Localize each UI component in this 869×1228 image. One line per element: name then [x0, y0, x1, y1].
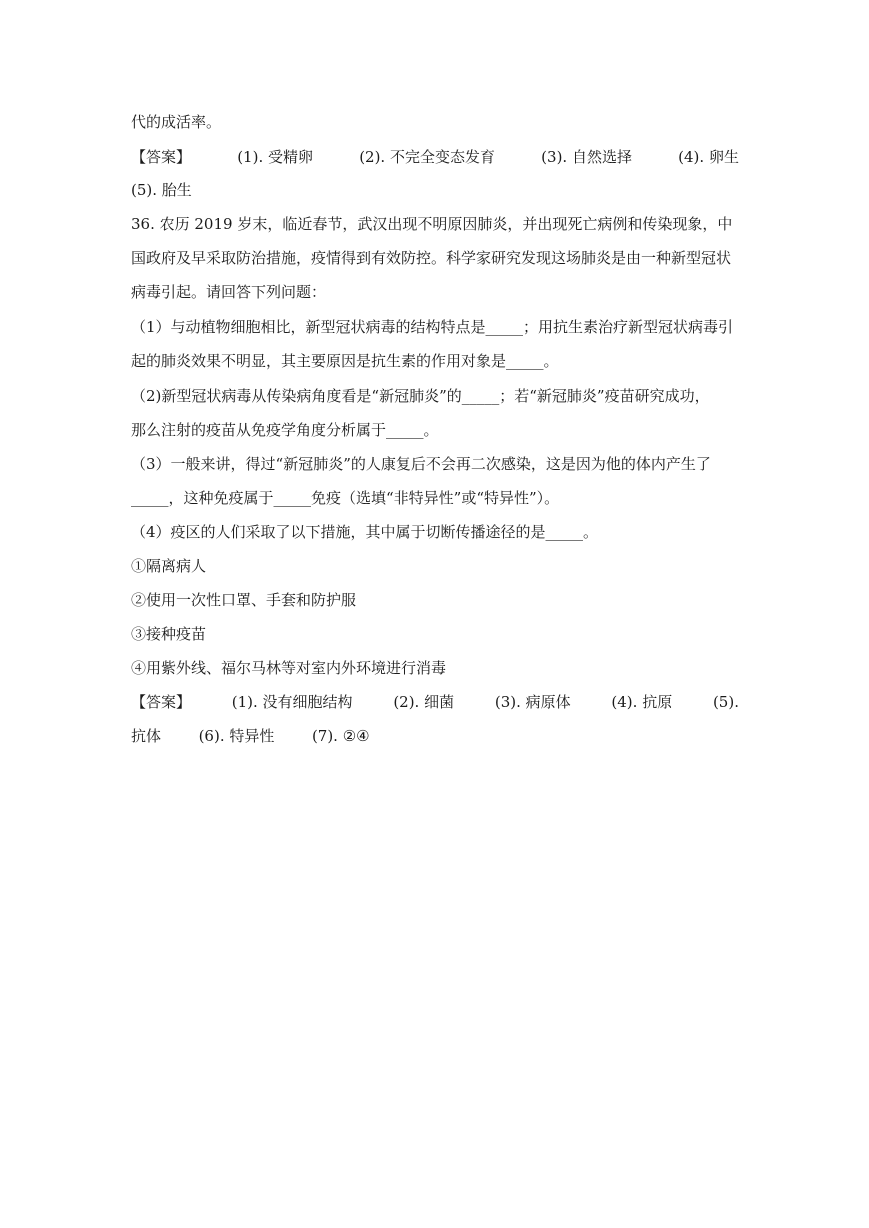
- answer-35-line-1: [131, 147, 739, 167]
- answer-item: (7). ②④: [311, 727, 370, 745]
- sub-question-3-line-2: _____，这种免疫属于_____免疫（选填“非特异性”或“特异性”）。: [131, 489, 560, 507]
- answer-label: 【答案】: [131, 148, 192, 166]
- sub-question-2-line-1: （2)新型冠状病毒从传染病角度看是“新冠肺炎”的_____；若“新冠肺炎”疫苗研究成功，: [131, 387, 710, 405]
- answer-item: 抗体: [131, 727, 162, 745]
- option-4: ④用紫外线、福尔马林等对室内外环境进行消毒: [131, 659, 447, 677]
- question-36-stem-line-3: 病毒引起。请回答下列问题：: [131, 283, 327, 301]
- sub-question-1-line-2: 起的肺炎效果不明显，其主要原因是抗生素的作用对象是_____。: [131, 352, 559, 370]
- sub-question-2-line-2: 那么注射的疫苗从免疫学角度分析属于_____。: [131, 421, 439, 439]
- question-36-stem-line-1: 36. 农历 2019 岁末，临近春节，武汉出现不明原因肺炎，并出现死亡病例和传染现象，中: [131, 215, 733, 233]
- answer-item: (1). 没有细胞结构: [231, 693, 353, 711]
- question-36-stem-line-2: 国政府及早采取防治措施，疫情得到有效防控。科学家研究发现这场肺炎是由一种新型冠状: [131, 249, 732, 267]
- answer-36-line-1: [131, 692, 739, 712]
- option-1: ①隔离病人: [131, 557, 207, 575]
- sub-question-1-line-1: （1）与动植物细胞相比，新型冠状病毒的结构特点是_____；用抗生素治疗新型冠状病毒引: [131, 318, 734, 336]
- answer-item: (1). 受精卵: [237, 148, 313, 166]
- answer-item: (2). 细菌: [393, 693, 455, 711]
- answer-item: (4). 抗原: [611, 693, 673, 711]
- answer-item: (6). 特异性: [198, 727, 275, 745]
- option-3: ③接种疫苗: [131, 625, 207, 643]
- previous-question-tail: 代的成活率。: [131, 113, 222, 131]
- answer-item: (5).: [712, 693, 739, 711]
- answer-36-line-2: [131, 726, 370, 746]
- answer-item: (3). 自然选择: [541, 148, 632, 166]
- answer-35-line-2: (5). 胎生: [131, 181, 192, 199]
- answer-item: (4). 卵生: [678, 148, 739, 166]
- sub-question-3-line-1: （3）一般来讲，得过“新冠肺炎”的人康复后不会再二次感染，这是因为他的体内产生了: [131, 455, 711, 473]
- answer-item: (2). 不完全变态发育: [359, 148, 495, 166]
- answer-item: (3). 病原体: [494, 693, 571, 711]
- option-2: ②使用一次性口罩、手套和防护服: [131, 591, 357, 609]
- answer-label: 【答案】: [131, 693, 192, 711]
- sub-question-4: （4）疫区的人们采取了以下措施，其中属于切断传播途径的是_____。: [131, 523, 599, 541]
